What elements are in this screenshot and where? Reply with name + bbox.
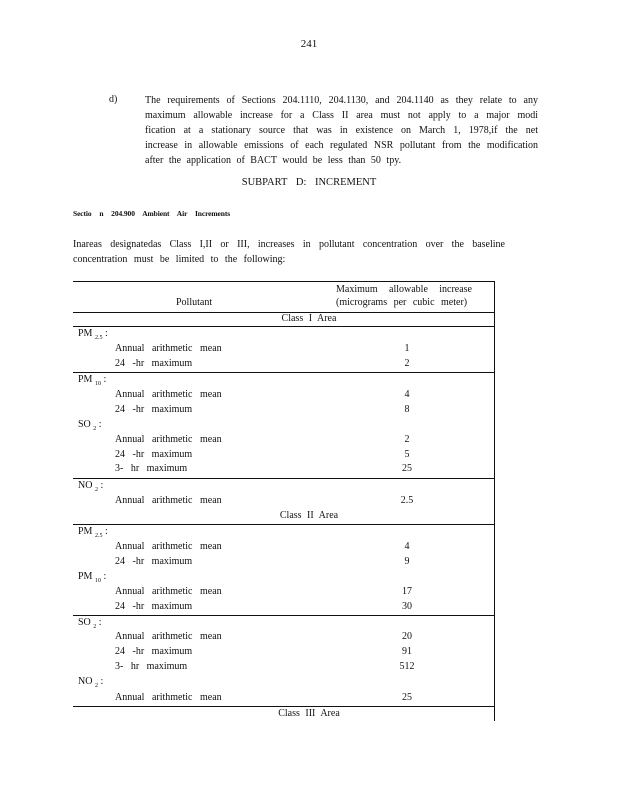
item-letter: d) [109,94,118,105]
page-number: 241 [300,38,318,50]
table-right-rule [494,281,495,721]
pollutant-no2: NO $_2$ : [78,676,104,689]
value: 20 [402,631,412,642]
value: 25 [402,692,412,703]
metric-label: 24 -hr maximum [115,646,193,657]
pollutant-so2: SO $_2$ : [78,419,102,432]
metric-label: Annual arithmetic mean [115,692,222,703]
intro-paragraph: Inareas designatedas Class I,II or III, increases in pollutant concentration over the baseline concentration must be limited to the following: [73,239,505,265]
rule [73,615,494,616]
value: 8 [404,404,410,415]
value: 9 [404,556,410,567]
metric-label: Annual arithmetic mean [115,631,222,642]
value: 91 [402,646,412,657]
value: 2 [404,358,410,369]
class-i-label: Class I Area [281,313,337,324]
metric-label: 24 -hr maximum [115,449,193,460]
metric-label: Annual arithmetic mean [115,541,222,552]
metric-label: 24 -hr maximum [115,358,193,369]
metric-label: Annual arithmetic mean [115,343,222,354]
rule [73,706,494,707]
value: 4 [404,541,410,552]
metric-label: 3- hr maximum [115,661,188,672]
metric-label: 24 -hr maximum [115,556,193,567]
metric-label: Annual arithmetic mean [115,434,222,445]
rule [73,478,494,479]
class-ii-label: Class II Area [279,510,339,521]
value: 25 [402,463,412,474]
value: 17 [402,586,412,597]
item-paragraph: The requirements of Sections 204.1110, 204.1130, and 204.1140 as they relate to any maximum allowable increase for a Class II area must not apply to a major modi fication at a stationary source that was in existence on March 1, 1978,if the net increase in allowable emissions of each regulated NSR pollutant from the modification after the application of BACT would be less than 50 tpy. [145,95,538,166]
value: 5 [404,449,410,460]
pollutant-pm25: PM $_{2.5}$ : [78,526,108,539]
metric-label: Annual arithmetic mean [115,495,222,506]
metric-label: 24 -hr maximum [115,404,193,415]
value: 4 [404,389,410,400]
header-max-increase: Maximum allowable increase (micrograms per cubic meter) [336,284,472,308]
rule [73,326,494,327]
metric-label: Annual arithmetic mean [115,389,222,400]
value: 2 [404,434,410,445]
pollutant-so2: SO $_2$ : [78,617,102,630]
class-iii-label: Class III Area [278,708,340,719]
pollutant-pm10: PM $_{10}$ : [78,571,107,584]
rule [73,524,494,525]
metric-label: 24 -hr maximum [115,601,193,612]
subpart-heading: SUBPART D: INCREMENT [241,177,377,188]
rule [73,372,494,373]
pollutant-pm10: PM $_{10}$ : [78,374,107,387]
value: 512 [399,661,415,672]
value: 2.5 [400,495,414,506]
table-top-rule [73,281,494,282]
value: 30 [402,601,412,612]
header-pollutant: Pollutant [176,297,213,308]
pollutant-pm25: PM $_{2.5}$ : [78,328,108,341]
value: 1 [404,343,410,354]
section-heading: Sectio n 204.900 Ambient Air Increments [73,209,231,218]
pollutant-no2: NO $_2$ : [78,480,104,493]
metric-label: Annual arithmetic mean [115,586,222,597]
metric-label: 3- hr maximum [115,463,188,474]
